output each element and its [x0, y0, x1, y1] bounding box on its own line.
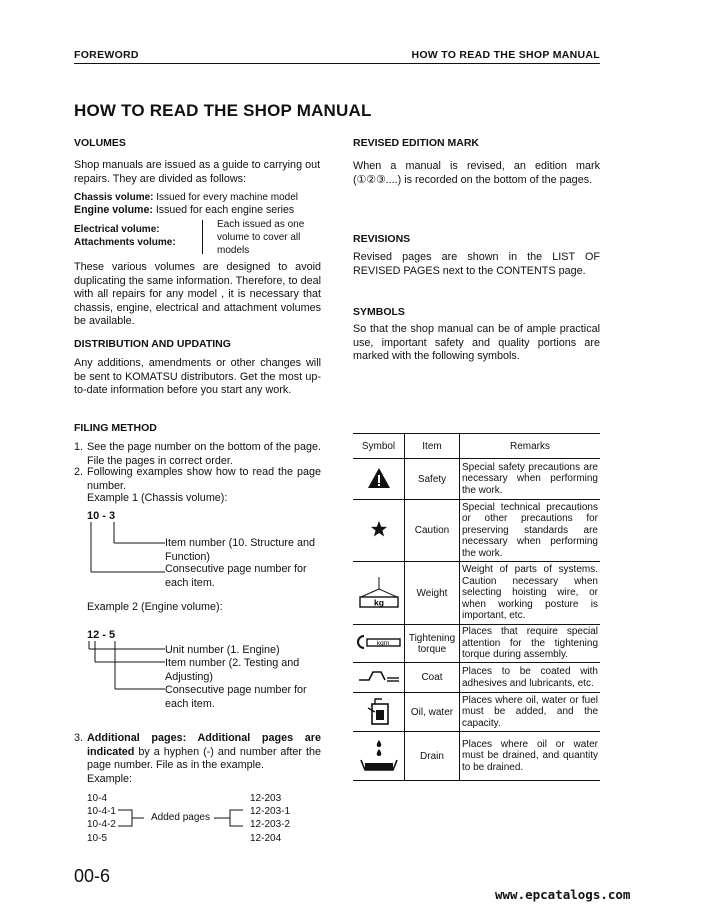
page-title: HOW TO READ THE SHOP MANUAL	[74, 101, 372, 120]
remarks-drain: Places where oil or water must be drained, and quantity to be drained.	[460, 732, 601, 781]
weight-icon-text: kg	[373, 597, 384, 607]
right-page-1: 12-203	[250, 793, 282, 804]
example2-unit: Unit number (1. Engine)	[165, 644, 280, 656]
engine-label: Engine volume:	[74, 204, 153, 216]
brace-text: Each issued as one volume to cover all models	[217, 219, 305, 256]
remarks-caution: Special technical precautions or other precautions for preserving standards are necessary when performing the work.	[460, 500, 601, 562]
volumes-intro: Shop manuals are issued as a guide to carrying out repairs. They are divided as follows:	[74, 159, 321, 185]
remarks-torque: Places that require special attention for the tightening torque during assembly.	[460, 625, 601, 663]
revised-body: When a manual is revised, an edition mark (①②③....) is recorded on the bottom of the pages.	[353, 160, 600, 186]
filing-item2: Following examples show how to read the page number.	[87, 466, 321, 492]
filing-item3	[87, 732, 321, 773]
item3-bold: Additional pages: Additional pages are indicated	[87, 732, 321, 758]
table-row	[353, 459, 600, 500]
safety-triangle-icon	[353, 459, 405, 500]
item-caution: Caution	[405, 500, 460, 562]
col-symbol: Symbol	[353, 434, 405, 459]
example2-code: 12 - 5	[87, 629, 116, 641]
item-drain: Drain	[405, 732, 460, 781]
drain-pan-icon	[353, 732, 405, 781]
remarks-safety: Special safety precautions are necessary when performing the work.	[460, 459, 601, 500]
remarks-oil-water: Places where oil, water or fuel must be added, and the capacity.	[460, 693, 601, 732]
example1-consec: Consecutive page number for each item.	[165, 563, 307, 589]
remarks-weight: Weight of parts of systems. Caution necessary when selecting hoisting wire, or when working posture is important, etc.	[460, 562, 601, 625]
table-row	[353, 562, 600, 625]
remarks-coat: Places to be coated with adhesives and lubricants, etc.	[460, 663, 601, 693]
col-item: Item	[405, 434, 460, 459]
header-rule	[74, 63, 600, 64]
right-page-3: 12-203-2	[250, 819, 291, 830]
table-row	[353, 693, 600, 732]
right-page-4: 12-204	[250, 833, 282, 844]
volumes-body: These various volumes are designed to avoid duplicating the same information. Therefore, to deal with all repairs for any model , it is necessary that chassis, engine, electrical and attachment volumes be available.	[74, 261, 321, 327]
symbols-header-row	[353, 434, 600, 459]
left-page-1: 10-4	[87, 793, 108, 804]
table-row	[353, 732, 600, 781]
electrical-label: Electrical volume:	[74, 224, 160, 235]
revisions-heading: REVISIONS	[353, 233, 411, 245]
left-page-4: 10-5	[87, 833, 108, 844]
example1-code: 10 - 3	[87, 510, 116, 522]
table-row	[353, 625, 600, 663]
revisions-body: Revised pages are shown in the LIST OF REVISED PAGES next to the CONTENTS page.	[353, 251, 600, 277]
right-page-2: 12-203-1	[250, 806, 291, 817]
coat-brush-icon	[353, 663, 405, 693]
engine-volume-line	[74, 204, 321, 217]
oil-can-icon	[353, 693, 405, 732]
weight-kg-icon	[353, 562, 405, 625]
col-remarks: Remarks	[460, 434, 601, 459]
symbols-table	[353, 433, 600, 781]
volumes-heading: VOLUMES	[74, 137, 126, 149]
star-icon	[353, 500, 405, 562]
filing-item2-num: 2.	[74, 466, 84, 478]
chassis-label: Chassis volume:	[74, 192, 154, 203]
example1-leader-lines	[87, 522, 167, 582]
torque-wrench-icon	[353, 625, 405, 663]
item-torque: Tightening torque	[405, 625, 460, 663]
added-pages-label: Added pages	[151, 812, 210, 823]
table-row	[353, 500, 600, 562]
example2-consec: Consecutive page number for each item.	[165, 684, 307, 710]
item-coat: Coat	[405, 663, 460, 693]
filing-item3-num: 3.	[74, 732, 84, 744]
example2-label: Example 2 (Engine volume):	[87, 601, 223, 613]
item3-text: by a hyphen (-) and number after the page number. File as in the example.	[87, 745, 321, 771]
filing-item1: See the page number on the bottom of the page. File the pages in correct order.	[87, 441, 321, 467]
torque-icon-text: kgm	[376, 640, 389, 647]
filing-heading: FILING METHOD	[74, 422, 157, 434]
item-weight: Weight	[405, 562, 460, 625]
engine-text: Issued for each engine series	[155, 204, 295, 216]
example2-leader-lines	[87, 641, 167, 697]
distribution-heading: DISTRIBUTION AND UPDATING	[74, 338, 231, 350]
symbols-body: So that the shop manual can be of ample practical use, important safety and quality portions are marked with the following symbols.	[353, 323, 600, 362]
filing-item1-num: 1.	[74, 441, 84, 453]
item-safety: Safety	[405, 459, 460, 500]
example2-item: Item number (2. Testing and Adjusting)	[165, 657, 300, 683]
footer-url[interactable]: www.epcatalogs.com	[495, 887, 631, 902]
example1-label: Example 1 (Chassis volume):	[87, 492, 228, 504]
table-row	[353, 663, 600, 693]
left-page-2: 10-4-1	[87, 806, 116, 817]
chassis-text: Issued for every machine model	[156, 192, 298, 203]
left-page-3: 10-4-2	[87, 819, 116, 830]
revised-heading: REVISED EDITION MARK	[353, 137, 480, 149]
item-oil-water: Oil, water	[405, 693, 460, 732]
header-right: HOW TO READ THE SHOP MANUAL	[411, 49, 600, 61]
distribution-body: Any additions, amendments or other changes will be sent to KOMATSU distributors. Get the most up-to-date information before you start any work.	[74, 357, 321, 396]
volume-brace	[202, 220, 207, 254]
example1-item: Item number (10. Structure and Function)	[165, 537, 316, 563]
header-left: FOREWORD	[74, 49, 139, 61]
page-number: 00-6	[74, 866, 111, 886]
additional-example-label: Example:	[87, 773, 133, 785]
symbols-heading: SYMBOLS	[353, 306, 405, 318]
attachments-label: Attachments volume:	[74, 237, 176, 248]
chassis-volume-line	[74, 191, 321, 204]
